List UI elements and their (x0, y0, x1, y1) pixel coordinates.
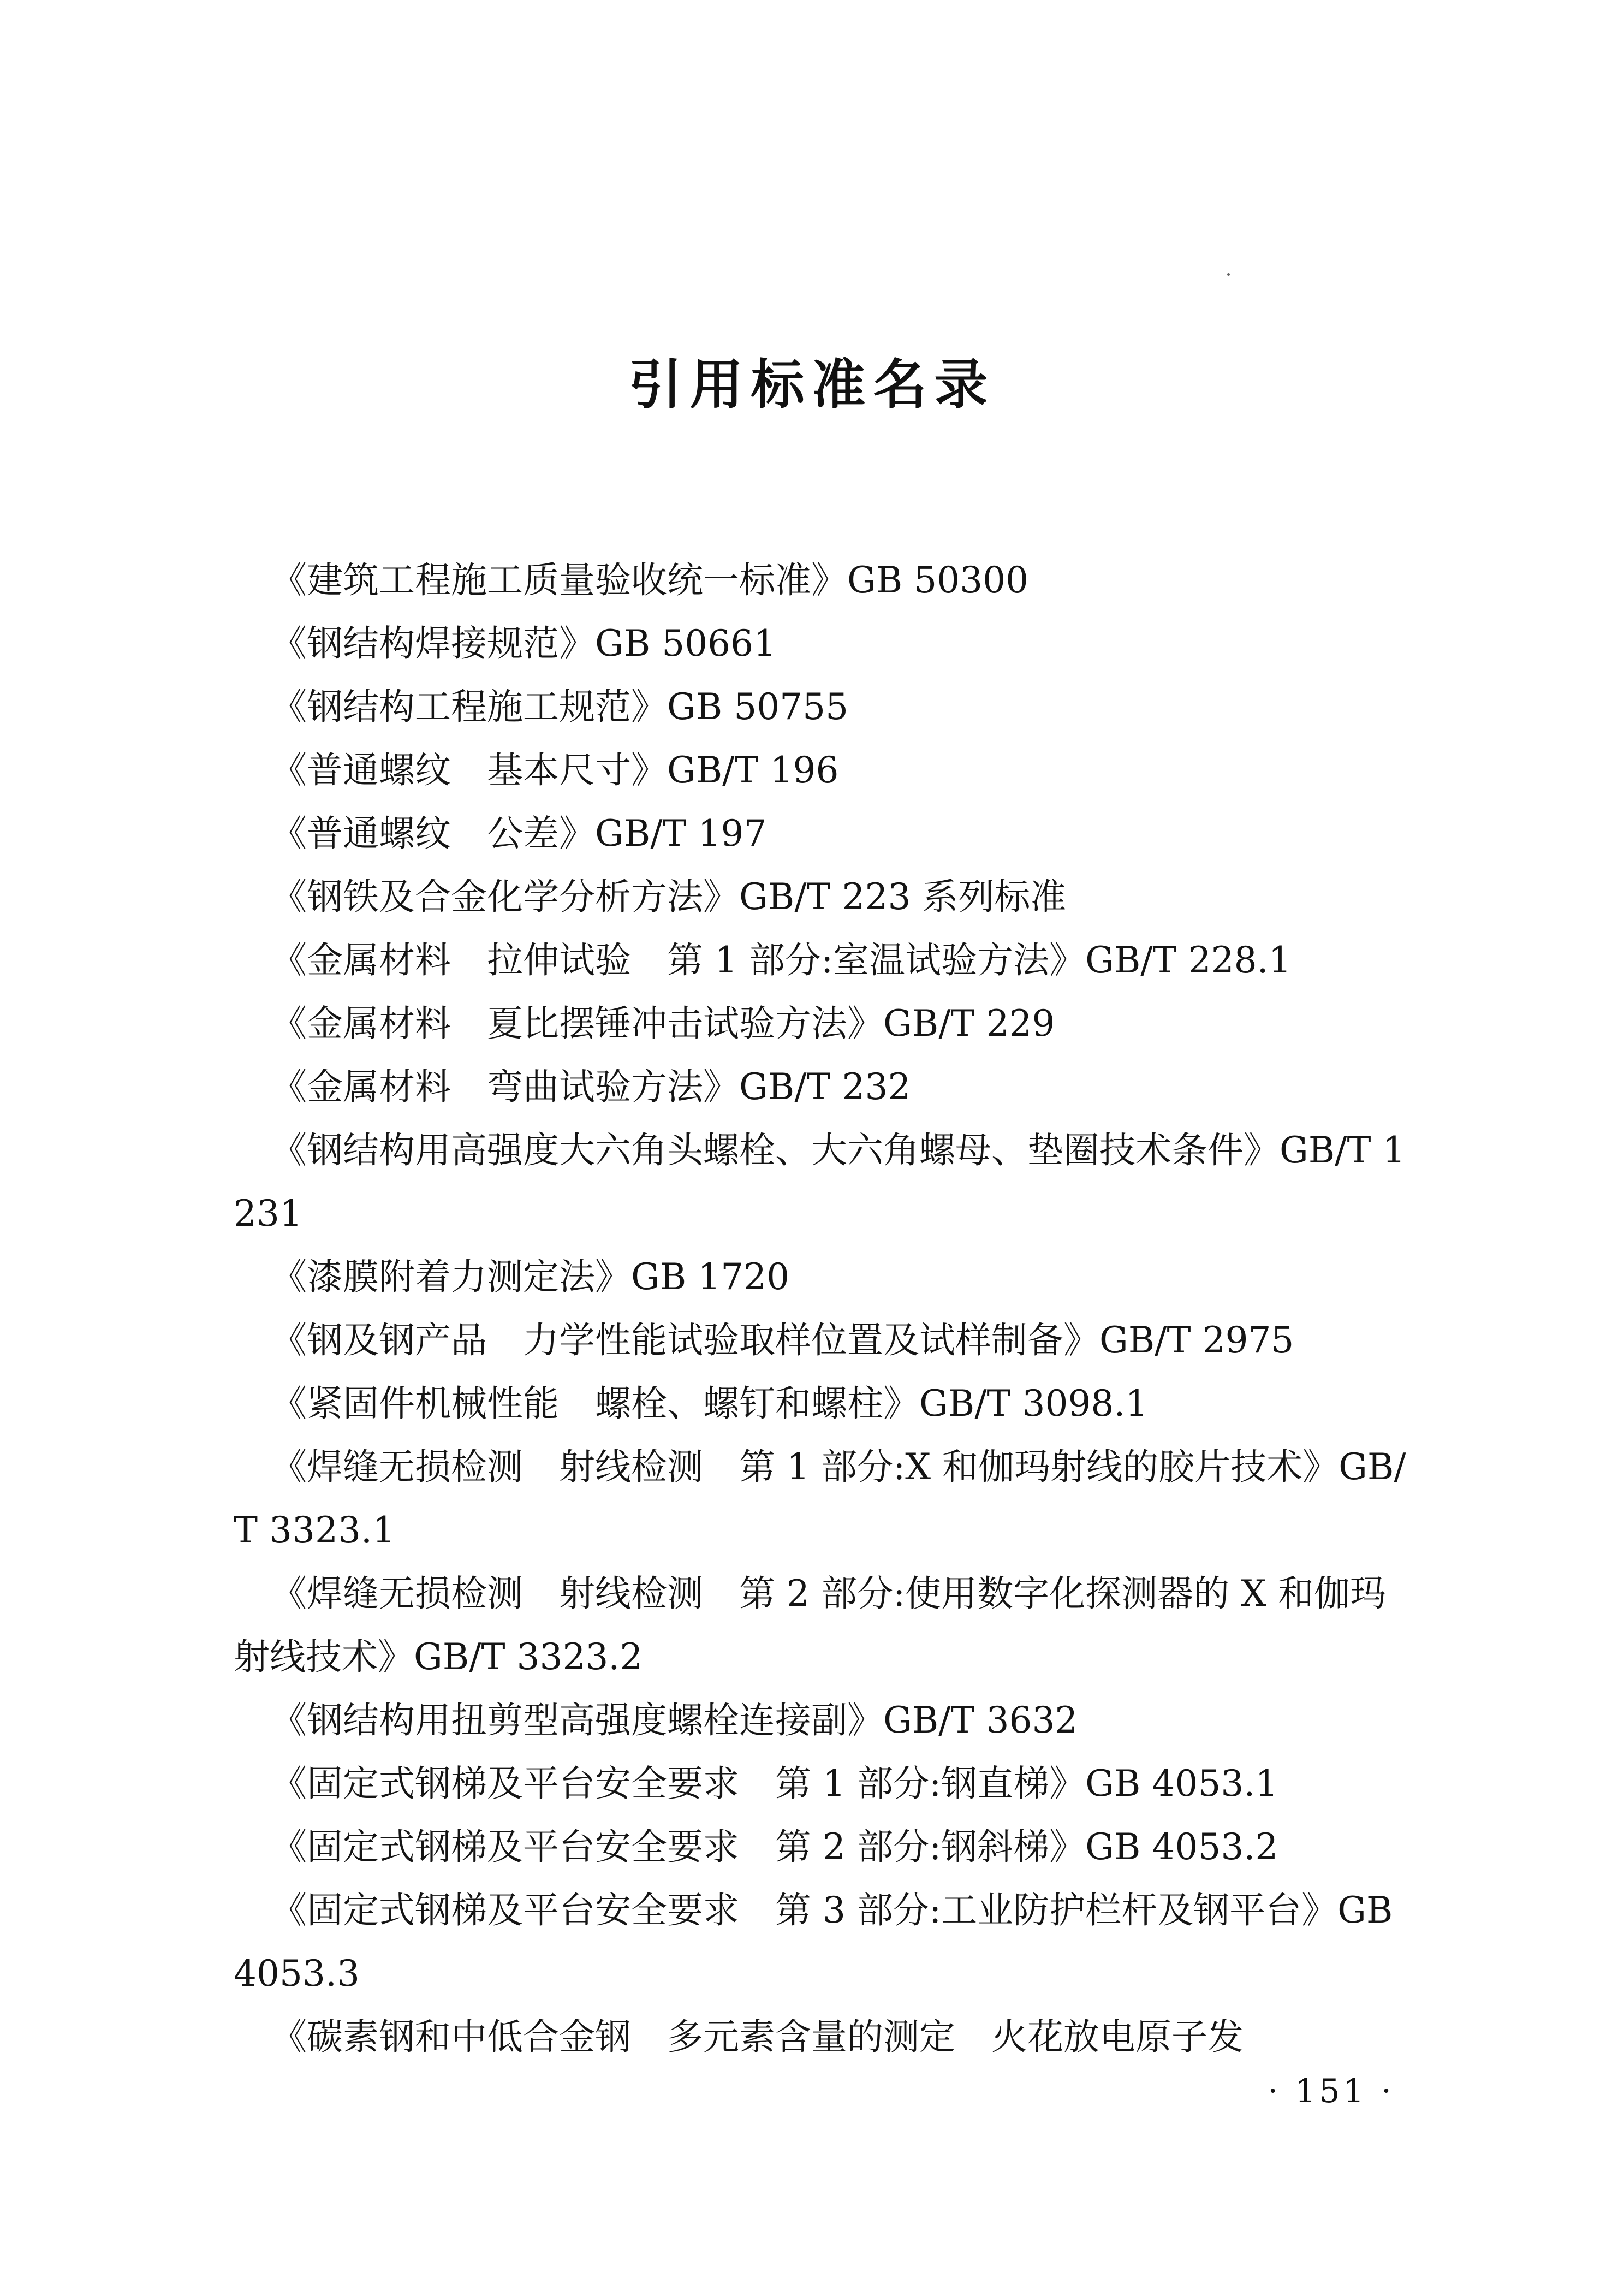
reference-item: 《普通螺纹 公差》GB/T 197 (271, 812, 767, 855)
reference-item: 《焊缝无损检测 射线检测 第 2 部分:使用数字化探测器的 X 和伽玛射线技术》GB/T 3323.2 (234, 1573, 1387, 1678)
reference-item: 《紧固件机械性能 螺栓、螺钉和螺柱》GB/T 3098.1 (271, 1383, 1149, 1425)
reference-item: 《钢结构焊接规范》GB 50661 (271, 622, 777, 665)
reference-item: 《碳素钢和中低合金钢 多元素含量的测定 火花放电原子发 (271, 2016, 1244, 2058)
reference-list (234, 549, 1407, 2069)
reference-item: 《普通螺纹 基本尺寸》GB/T 196 (271, 749, 839, 791)
reference-item: 《钢结构工程施工规范》GB 50755 (271, 686, 849, 728)
reference-item: 《钢结构用扭剪型高强度螺栓连接副》GB/T 3632 (271, 1699, 1078, 1741)
page-number: · 151 · (1268, 2072, 1395, 2110)
page-title: 引用标准名录 (628, 354, 996, 416)
reference-item: 《金属材料 拉伸试验 第 1 部分:室温试验方法》GB/T 228.1 (271, 939, 1292, 981)
reference-item: 《固定式钢梯及平台安全要求 第 1 部分:钢直梯》GB 4053.1 (271, 1763, 1278, 1805)
reference-item: 《金属材料 夏比摆锤冲击试验方法》GB/T 229 (271, 1002, 1055, 1045)
scan-speck (1227, 273, 1230, 276)
reference-item: 《固定式钢梯及平台安全要求 第 2 部分:钢斜梯》GB 4053.2 (271, 1826, 1278, 1868)
reference-item: 《金属材料 弯曲试验方法》GB/T 232 (271, 1066, 911, 1108)
reference-item: 《钢及钢产品 力学性能试验取样位置及试样制备》GB/T 2975 (271, 1319, 1294, 1361)
reference-item: 《钢结构用高强度大六角头螺栓、大六角螺母、垫圈技术条件》GB/T 1231 (234, 1129, 1406, 1235)
reference-item: 《钢铁及合金化学分析方法》GB/T 223 系列标准 (271, 876, 1067, 918)
reference-item: 《建筑工程施工质量验收统一标准》GB 50300 (271, 559, 1029, 601)
reference-item: 《焊缝无损检测 射线检测 第 1 部分:X 和伽玛射线的胶片技术》GB/T 3323.1 (234, 1446, 1406, 1551)
reference-item: 《固定式钢梯及平台安全要求 第 3 部分:工业防护栏杆及钢平台》GB 4053.3 (234, 1889, 1393, 1995)
reference-item: 《漆膜附着力测定法》GB 1720 (271, 1256, 790, 1298)
